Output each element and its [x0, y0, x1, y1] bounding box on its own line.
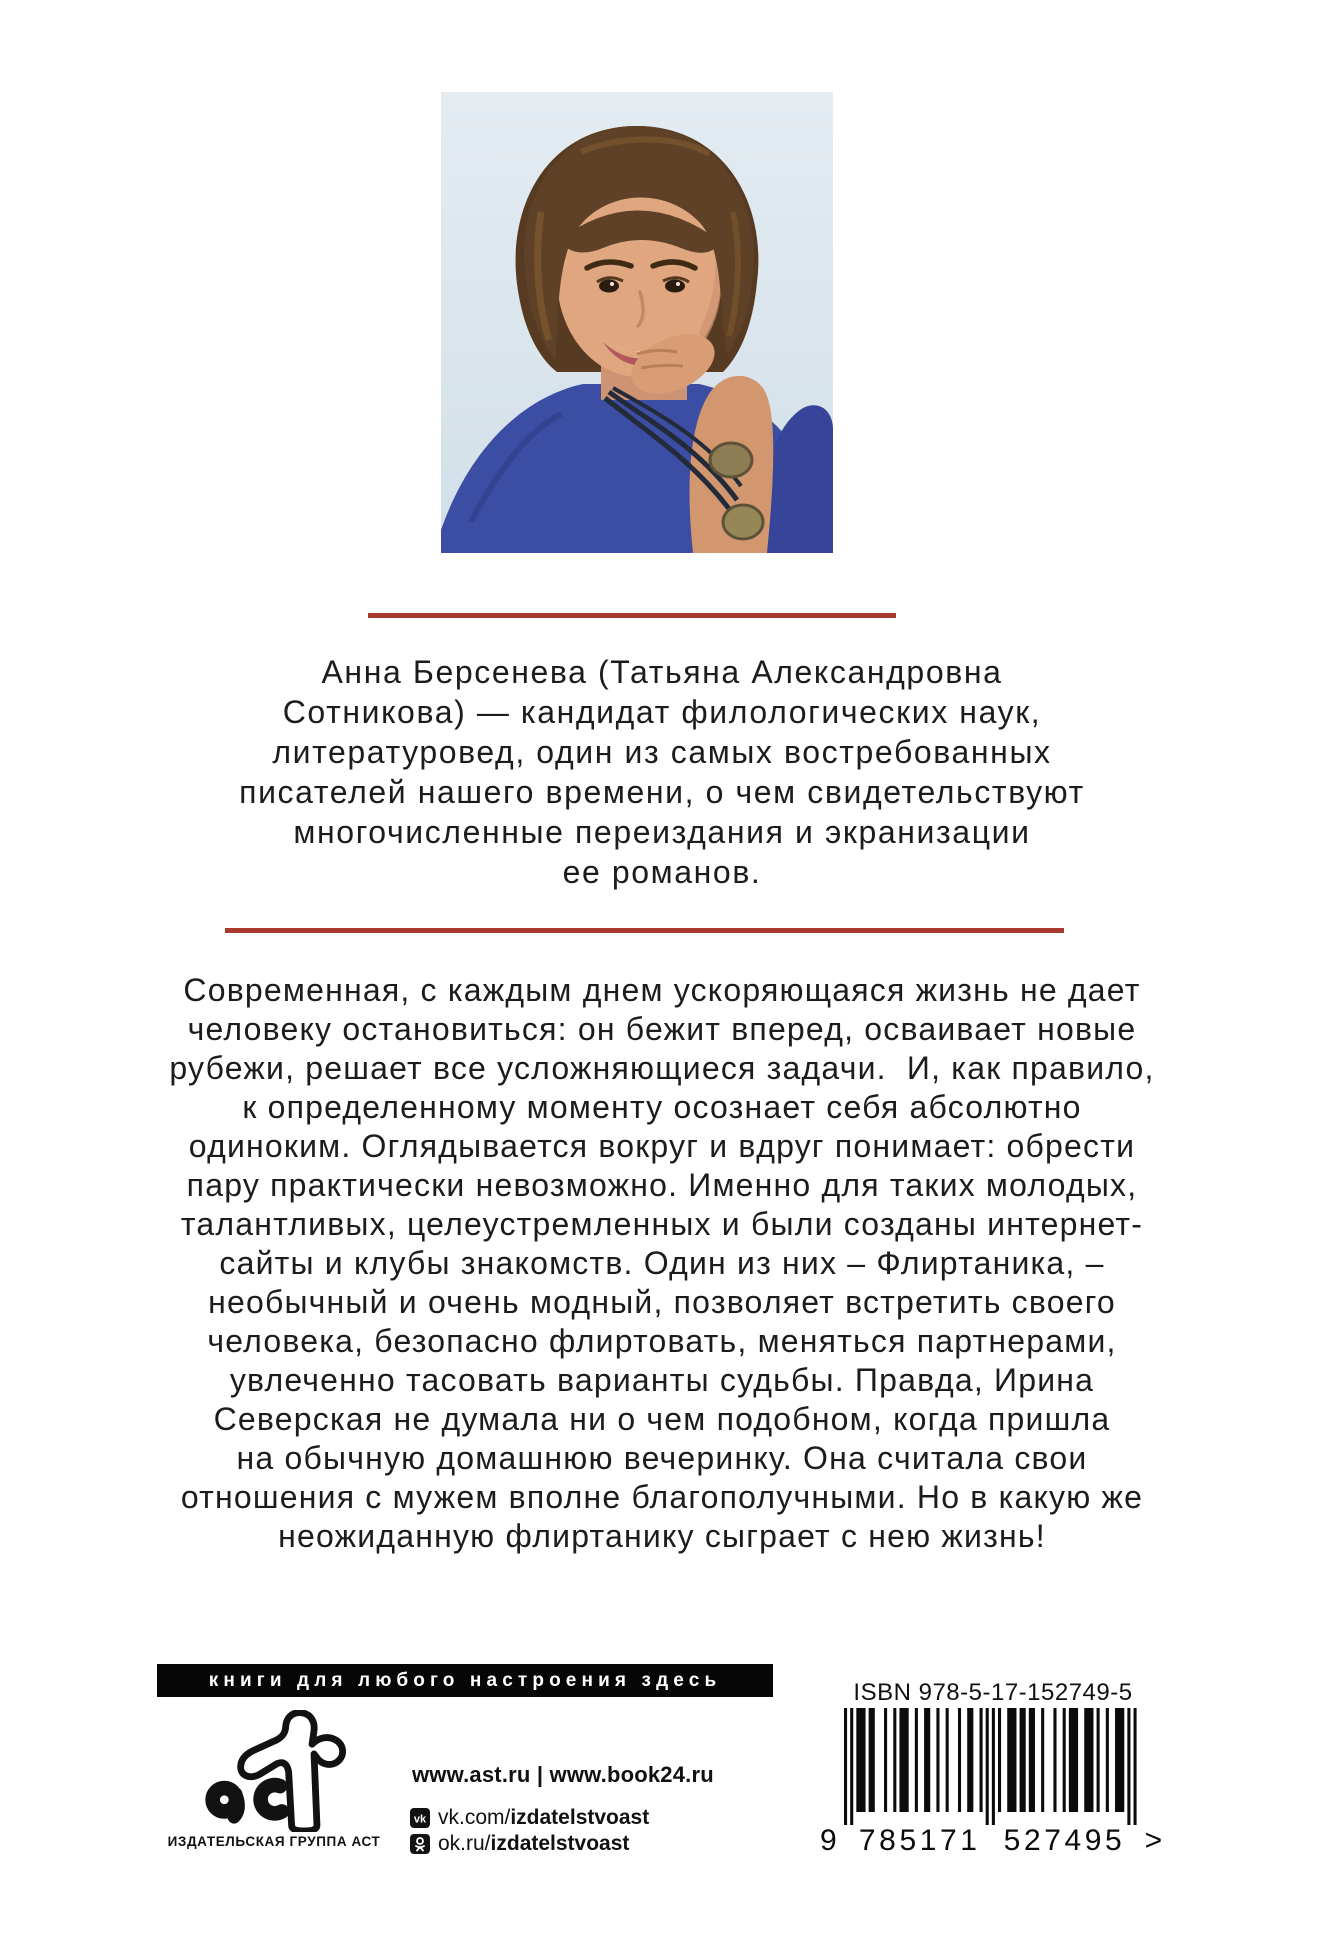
svg-text:785171: 785171: [858, 1824, 977, 1856]
ast-logo: [198, 1710, 354, 1832]
svg-text:>: >: [1144, 1824, 1163, 1856]
text-line: одиноким. Оглядывается вокруг и вдруг понимает: обрести: [188, 1128, 1136, 1164]
author-photo-illustration: [441, 92, 833, 553]
text-line: необычный и очень модный, позволяет встретить своего: [208, 1284, 1116, 1320]
text-line: человека, безопасно флиртовать, меняться партнерами,: [207, 1323, 1117, 1359]
text-line: Анна Берсенева (Татьяна Александровна: [321, 654, 1003, 690]
text-line: неожиданную флиртанику сыграет с нею жизнь!: [278, 1518, 1046, 1554]
ean13-barcode-graphic: [818, 1708, 1168, 1856]
text-line: увлеченно тасовать варианты судьбы. Правда, Ирина: [229, 1362, 1095, 1398]
svg-text:9: 9: [820, 1824, 837, 1856]
author-photo: [441, 92, 833, 553]
text-line: рубежи, решает все усложняющиеся задачи. И, как правило,: [169, 1050, 1155, 1086]
text-line: сайты и клубы знакомств. Один из них – Флиртаника, –: [219, 1245, 1105, 1281]
svg-text:527495: 527495: [1003, 1824, 1122, 1856]
ean13-barcode: [818, 1708, 1168, 1856]
text-line: отношения с мужем вполне благополучными. Но в какую же: [180, 1479, 1144, 1515]
text-line: многочисленные переиздания и экранизации: [293, 814, 1031, 850]
websites-line: www.ast.ru | www.book24.ru: [412, 1762, 714, 1787]
svg-text:vk: vk: [413, 1813, 427, 1826]
text-line: Сотникова) — кандидат филологических наук,: [282, 694, 1042, 730]
text-line: Современная, с каждым днем ускоряющаяся жизнь не дает: [183, 972, 1141, 1008]
vk-link-row: [410, 1806, 649, 1830]
book-annotation: [73, 971, 1251, 1556]
banner-slogan: книги для любого настроения здесь: [157, 1664, 773, 1697]
text-line: пару практически невозможно. Именно для таких молодых,: [186, 1167, 1138, 1203]
vk-icon: [410, 1808, 430, 1828]
text-line: талантливых, целеустремленных и были созданы интернет-: [180, 1206, 1144, 1242]
red-divider-top: [368, 613, 896, 618]
text-line: Северская не думала ни о чем подобном, когда пришла: [213, 1401, 1111, 1437]
ok-icon: [410, 1834, 430, 1854]
ast-logo-icon: [198, 1710, 354, 1832]
vk-link: vk.com/izdatelstvoast: [438, 1806, 650, 1829]
ok-link: ok.ru/izdatelstvoast: [438, 1832, 630, 1855]
text-line: писателей нашего времени, о чем свидетельствуют: [239, 774, 1085, 810]
text-line: ее романов.: [562, 854, 762, 890]
text-line: на обычную домашнюю вечеринку. Она считала свои: [236, 1440, 1088, 1476]
text-line: литературовед, один из самых востребованных: [272, 734, 1052, 770]
ok-link-row: [410, 1832, 629, 1856]
isbn-text: ISBN 978-5-17-152749-5: [853, 1679, 1133, 1706]
text-line: человеку остановиться: он бежит вперед, осваивает новые: [187, 1011, 1137, 1047]
author-bio: [92, 652, 1232, 892]
text-line: к определенному моменту осознает себя абсолютно: [242, 1089, 1082, 1125]
red-divider-bottom: [225, 928, 1064, 933]
publisher-caption: ИЗДАТЕЛЬСКАЯ ГРУППА АСТ: [167, 1834, 381, 1849]
